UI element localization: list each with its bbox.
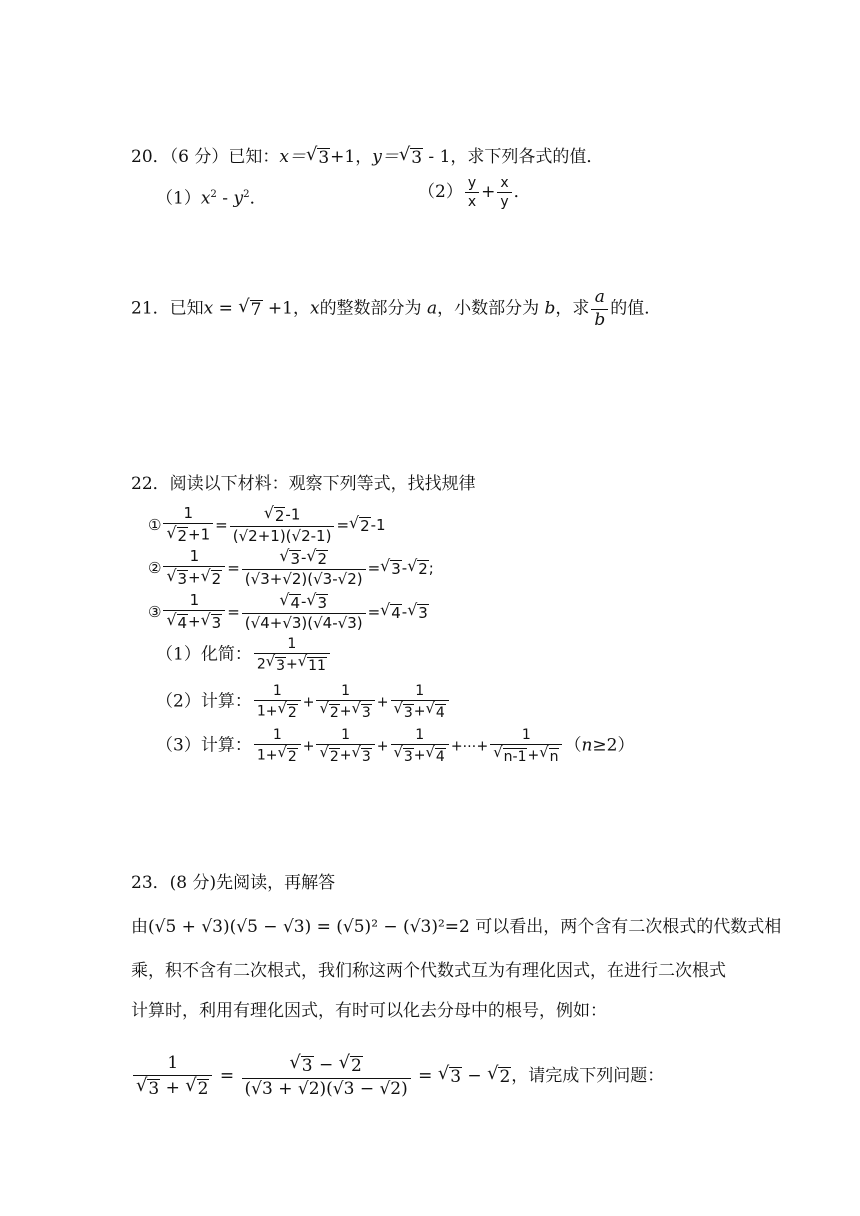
fraction: 1 √ 4 + √ 3 [163, 592, 225, 633]
q23-example: 1 √ 3 + √ 2 = √ 3 − √ 2 (√3 + √2)(√3 − √2) = √ 3 − √ 2 ，请完成下列问题： [131, 1054, 664, 1099]
q20-y-eq: y＝ [372, 147, 399, 167]
q23-line-2: 乘，积不含有二次根式，我们称这两个代数式互为有理化因式，在进行二次根式 [131, 961, 726, 981]
fraction: √ 4 - √ 3 (√4+√3)(√4-√3) [242, 592, 366, 633]
q22-equation-3: ③ 1 √ 4 + √ 3 = √ 4 - √ 3 (√4+√3)(√4-√3) = √ 4 - √ 3 [148, 590, 428, 633]
q21-statement: 21．已知x = √ 7 +1，x的整数部分为 a，小数部分为 b，求 $\frac{a}{b}$ 的值． [131, 287, 662, 330]
fraction: 1 √ 3 + √ 4 [391, 727, 449, 765]
q20-part-2: （2） $\frac{y}{x}$ + $\frac{x}{y}$ ． [418, 175, 531, 211]
q22-label: 22．阅读以下材料：观察下列等式，找找规律 [131, 474, 476, 494]
fraction: 1 √ 2 + √ 3 [316, 683, 374, 721]
fraction: $\frac{y}{x}$ [465, 175, 479, 210]
fraction: 1 √ 2 + √ 3 [316, 727, 374, 765]
fraction: 1 √ n-1 + √ n [490, 727, 562, 765]
fraction: 1 √ 3 + √ 4 [391, 683, 449, 721]
fraction: √ 3 − √ 2 (√3 + √2)(√3 − √2) [242, 1054, 411, 1099]
q20-label: 20．（6 分）已知： [131, 147, 280, 167]
fraction: √ 2 -1 (√2+1)(√2-1) [230, 505, 335, 546]
fraction: 1 2 √ 3 + √ 11 [254, 636, 330, 674]
fraction: √ 3 - √ 2 (√3+√2)(√3-√2) [242, 548, 366, 589]
q20-x-eq: x＝ [279, 147, 306, 167]
fraction: $\frac{a}{b}$ [591, 288, 608, 330]
q22-part-1: （1）化简： 1 2 √ 3 + √ 11 [156, 636, 332, 674]
q22-equation-1: ① 1 √ 2 +1 = √ 2 -1 (√2+1)(√2-1) = √ 2 -1 [148, 503, 386, 546]
q23-line-1: 由(√5 + √3)(√5 − √3) = (√5)² − (√3)²=2 可以看出，两个含有二次根式的代数式相 [131, 917, 782, 937]
q20-statement: 20．（6 分）已知：x＝ √ 3 +1，y＝ √ 3 - 1，求下列各式的值． [131, 144, 604, 169]
sqrt-symbol: √ 7 [238, 295, 262, 320]
q22-part-3: （3）计算： 1 1+ √ 2 + 1 √ 2 + √ 3 + 1 √ 3 + √ 4 +⋯+ 1 √ n-1 + √ n （n≥2） [156, 727, 635, 766]
sqrt-symbol: √ 3 [305, 144, 330, 169]
fraction: 1 √ 3 + √ 2 [163, 548, 225, 589]
fraction: $\frac{x}{y}$ [497, 175, 511, 210]
fraction: 1 √ 3 + √ 2 [133, 1054, 212, 1099]
fraction: 1 √ 2 +1 [163, 505, 213, 546]
q22-equation-2: ② 1 √ 3 + √ 2 = √ 3 - √ 2 (√3+√2)(√3-√2) = √ 3 - √ 2 ; [148, 546, 434, 589]
sqrt-symbol: √ 3 [398, 144, 423, 169]
q22-part-2: （2）计算： 1 1+ √ 2 + 1 √ 2 + √ 3 + 1 √ 3 + √ 4 [156, 683, 451, 721]
q23-line-3: 计算时，利用有理化因式，有时可以化去分母中的根号，例如： [131, 1001, 607, 1021]
fraction: 1 1+ √ 2 [254, 727, 301, 765]
q20-part-1: $(1)x^2 - y^2$． [156, 188, 267, 209]
fraction: 1 1+ √ 2 [254, 683, 301, 721]
q23-label: 23．(8 分)先阅读，再解答 [131, 873, 336, 893]
